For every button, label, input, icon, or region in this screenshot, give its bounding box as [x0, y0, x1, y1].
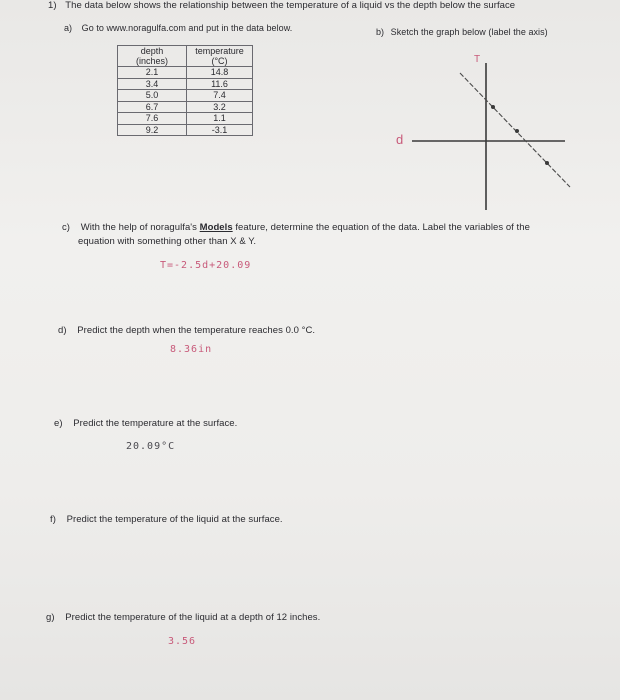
- header-depth: [118, 46, 187, 67]
- data-table: [117, 45, 253, 136]
- question-d: [58, 325, 315, 336]
- answer-e: 20.09°C: [126, 441, 176, 452]
- question-text: Sketch the graph below (label the axis): [390, 27, 548, 37]
- header-temperature: [187, 46, 253, 67]
- cell-temp: 1.1: [187, 113, 253, 125]
- table-row: [118, 90, 253, 102]
- question-text: Predict the temperature of the liquid at a depth of 12 inches.: [65, 612, 321, 623]
- cell-temp: -3.1: [187, 124, 253, 136]
- question-text: Predict the temperature of the liquid at the surface.: [66, 514, 283, 525]
- question-a: [64, 23, 292, 33]
- header-line: (°C): [211, 56, 228, 66]
- question-letter: g): [46, 612, 55, 623]
- cell-depth: 6.7: [118, 101, 187, 113]
- table-row: [118, 101, 253, 113]
- question-f: [50, 514, 283, 525]
- cell-temp: 7.4: [187, 90, 253, 102]
- header-line: depth: [140, 46, 164, 56]
- cell-temp: 11.6: [187, 78, 253, 90]
- sketch-point: [515, 129, 519, 133]
- table-row: [118, 78, 253, 90]
- question-letter: e): [54, 418, 63, 429]
- question-letter: b): [376, 27, 385, 37]
- question-g: [46, 612, 320, 623]
- table-row: [118, 67, 253, 79]
- answer-g: 3.56: [168, 636, 197, 647]
- cell-depth: 2.1: [118, 67, 187, 79]
- table-row: [118, 124, 253, 136]
- cell-depth: 3.4: [118, 78, 187, 90]
- question-text: Predict the depth when the temperature reaches 0.0 °C.: [77, 325, 316, 336]
- header-line: temperature: [195, 46, 244, 56]
- question-b: [376, 27, 548, 37]
- cell-depth: 9.2: [118, 124, 187, 136]
- answer-d: 8.36in: [170, 344, 213, 355]
- sketch-x-label: d: [396, 132, 404, 147]
- question-c-line2: equation with something other than X & Y.: [78, 236, 257, 247]
- answer-c: T=-2.5d+20.09: [160, 260, 252, 271]
- question-number: 1): [48, 0, 57, 11]
- data-table-wrap: [117, 45, 253, 136]
- table-row: [118, 113, 253, 125]
- question-c: [62, 222, 530, 233]
- models-link: Models: [199, 222, 233, 233]
- sketch-graph: [390, 45, 590, 220]
- question-e: [54, 418, 237, 429]
- header-line: (inches): [135, 56, 168, 66]
- table-header-row: [118, 46, 253, 67]
- question-letter: f): [50, 514, 56, 525]
- sketch-point: [491, 105, 495, 109]
- cell-depth: 5.0: [118, 90, 187, 102]
- cell-temp: 14.8: [187, 67, 253, 79]
- sketch-trend-line: [460, 73, 570, 187]
- question-text-post: feature, determine the equation of the data. Label the variables of the: [232, 222, 530, 233]
- sketch-point: [545, 161, 549, 165]
- sketch-y-label: T: [474, 54, 481, 65]
- cell-temp: 3.2: [187, 101, 253, 113]
- question-text: The data below shows the relationship between the temperature of a liquid vs the depth below the surface: [65, 0, 516, 11]
- question-text: Go to www.noragulfa.com and put in the data below.: [81, 23, 293, 33]
- question-letter: c): [62, 222, 71, 233]
- question-letter: d): [58, 325, 67, 336]
- question-letter: a): [64, 23, 73, 33]
- question-text: Predict the temperature at the surface.: [73, 418, 238, 429]
- cell-depth: 7.6: [118, 113, 187, 125]
- question-text-pre: With the help of noragulfa's: [80, 222, 200, 233]
- question-1: [48, 0, 515, 11]
